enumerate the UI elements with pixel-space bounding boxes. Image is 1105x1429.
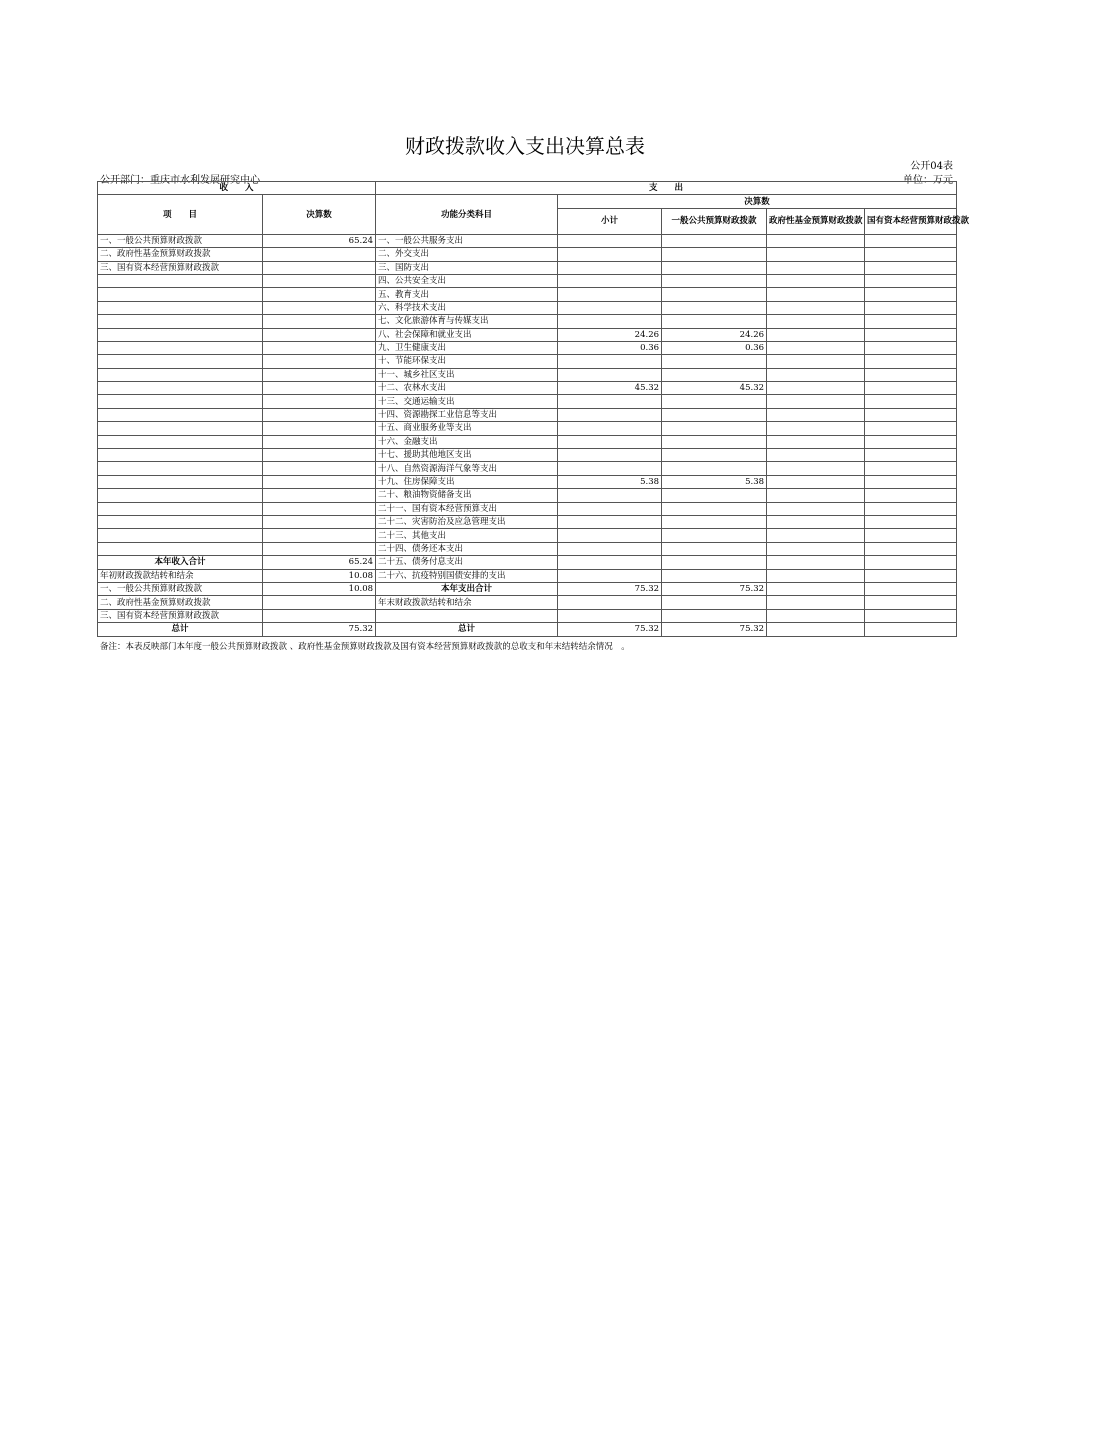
gov-fund-cell	[767, 569, 865, 582]
table-row	[98, 569, 957, 582]
func-class-cell: 二、外交支出	[376, 248, 558, 261]
general-budget-cell	[662, 248, 767, 261]
income-header: 收 入	[98, 182, 376, 195]
income-amount-cell	[263, 462, 376, 475]
subtotal-cell	[558, 395, 662, 408]
state-capital-cell	[865, 449, 957, 462]
income-item-cell	[98, 301, 263, 314]
general-budget-cell	[662, 569, 767, 582]
state-capital-cell	[865, 382, 957, 395]
state-capital-cell	[865, 435, 957, 448]
state-capital-cell	[865, 248, 957, 261]
func-class-cell: 四、公共安全支出	[376, 274, 558, 287]
table-row	[98, 596, 957, 609]
table-row	[98, 261, 957, 274]
gov-fund-cell	[767, 315, 865, 328]
state-capital-cell	[865, 462, 957, 475]
gov-fund-cell	[767, 609, 865, 622]
general-budget-cell: 45.32	[662, 382, 767, 395]
general-budget-cell: 0.36	[662, 341, 767, 354]
income-item-cell: 总计	[98, 623, 263, 636]
gov-fund-cell	[767, 462, 865, 475]
form-code: 公开04表	[910, 161, 953, 172]
func-class-cell: 二十一、国有资本经营预算支出	[376, 502, 558, 515]
gov-fund-cell	[767, 489, 865, 502]
income-item-cell: 年初财政拨款结转和结余	[98, 569, 263, 582]
income-item-cell	[98, 462, 263, 475]
subtotal-cell	[558, 596, 662, 609]
func-class-cell: 二十六、抗疫特别国债安排的支出	[376, 569, 558, 582]
subtotal-cell	[558, 261, 662, 274]
income-item-cell	[98, 274, 263, 287]
income-amount-cell	[263, 288, 376, 301]
table-row	[98, 489, 957, 502]
income-item-cell	[98, 355, 263, 368]
income-amount-cell: 65.24	[263, 234, 376, 247]
subtotal-cell: 75.32	[558, 623, 662, 636]
table-row	[98, 355, 957, 368]
general-budget-cell	[662, 542, 767, 555]
income-item-cell	[98, 435, 263, 448]
func-class-cell: 十一、城乡社区支出	[376, 368, 558, 381]
income-amount-cell	[263, 274, 376, 287]
general-budget-cell	[662, 315, 767, 328]
func-class-cell: 十、节能环保支出	[376, 355, 558, 368]
gov-fund-cell	[767, 422, 865, 435]
table-row	[98, 368, 957, 381]
budget-table	[97, 181, 970, 637]
income-item-cell: 三、国有资本经营预算财政拨款	[98, 261, 263, 274]
income-item-cell	[98, 529, 263, 542]
footnote: 备注：本表反映部门本年度一般公共预算财政拨款 、政府性基金预算财政拨款及国有资本经营预算财政拨款的总收支和年末结转结余情况 。	[100, 642, 630, 652]
gov-fund-header: 政府性基金预算财政拨款	[767, 208, 865, 234]
table-row	[98, 515, 957, 528]
general-budget-cell	[662, 435, 767, 448]
state-capital-cell	[865, 395, 957, 408]
general-budget-cell	[662, 261, 767, 274]
func-class-cell	[376, 609, 558, 622]
state-capital-cell	[865, 315, 957, 328]
subtotal-cell: 5.38	[558, 475, 662, 488]
state-capital-cell	[865, 475, 957, 488]
income-amount-cell	[263, 489, 376, 502]
table-row	[98, 556, 957, 569]
subtotal-cell	[558, 556, 662, 569]
state-capital-cell	[865, 422, 957, 435]
state-capital-cell	[865, 609, 957, 622]
income-amount-cell	[263, 609, 376, 622]
general-budget-cell	[662, 515, 767, 528]
func-class-cell: 总计	[376, 623, 558, 636]
table-row	[98, 341, 957, 354]
state-capital-cell	[865, 341, 957, 354]
func-class-cell: 年末财政拨款结转和结余	[376, 596, 558, 609]
gov-fund-cell	[767, 502, 865, 515]
table-body	[98, 234, 957, 636]
subtotal-cell	[558, 462, 662, 475]
department-label: 公开部门：重庆市水利发展研究中心	[100, 175, 260, 186]
func-class-cell: 十九、住房保障支出	[376, 475, 558, 488]
income-item-cell	[98, 315, 263, 328]
func-class-cell: 本年支出合计	[376, 582, 558, 595]
gov-fund-cell	[767, 475, 865, 488]
income-item-cell	[98, 368, 263, 381]
general-budget-cell	[662, 408, 767, 421]
table-row	[98, 234, 957, 247]
income-amount-cell	[263, 382, 376, 395]
func-class-cell: 十八、自然资源海洋气象等支出	[376, 462, 558, 475]
income-amount-cell	[263, 515, 376, 528]
gov-fund-cell	[767, 248, 865, 261]
gov-fund-cell	[767, 301, 865, 314]
state-capital-cell	[865, 288, 957, 301]
table-row	[98, 623, 957, 636]
gov-fund-cell	[767, 623, 865, 636]
income-amount-cell	[263, 315, 376, 328]
subtotal-cell	[558, 489, 662, 502]
subtotal-cell	[558, 288, 662, 301]
income-amount-cell	[263, 341, 376, 354]
subtotal-cell	[558, 422, 662, 435]
table-row	[98, 582, 957, 595]
income-amount-cell	[263, 435, 376, 448]
gov-fund-cell	[767, 556, 865, 569]
general-budget-cell: 75.32	[662, 623, 767, 636]
table-row	[98, 609, 957, 622]
table-row	[98, 382, 957, 395]
gov-fund-cell	[767, 355, 865, 368]
table-row	[98, 274, 957, 287]
gov-fund-cell	[767, 368, 865, 381]
income-item-cell	[98, 475, 263, 488]
subtotal-cell	[558, 315, 662, 328]
subtotal-cell	[558, 274, 662, 287]
gov-fund-cell	[767, 582, 865, 595]
func-class-cell: 十六、金融支出	[376, 435, 558, 448]
table-row	[98, 449, 957, 462]
state-capital-cell	[865, 261, 957, 274]
income-amount-cell	[263, 475, 376, 488]
func-class-cell: 二十二、灾害防治及应急管理支出	[376, 515, 558, 528]
subtotal-cell	[558, 569, 662, 582]
income-item-cell	[98, 328, 263, 341]
state-capital-cell	[865, 582, 957, 595]
func-class-cell: 九、卫生健康支出	[376, 341, 558, 354]
state-capital-cell	[865, 301, 957, 314]
general-budget-cell	[662, 368, 767, 381]
general-budget-cell	[662, 355, 767, 368]
func-class-cell: 一、一般公共服务支出	[376, 234, 558, 247]
table-row	[98, 315, 957, 328]
income-item-cell	[98, 542, 263, 555]
income-item-cell	[98, 489, 263, 502]
subtotal-cell	[558, 234, 662, 247]
expense-header: 支 出	[376, 182, 957, 195]
state-capital-cell	[865, 274, 957, 287]
state-capital-cell	[865, 408, 957, 421]
table-row	[98, 435, 957, 448]
general-budget-cell	[662, 609, 767, 622]
state-capital-cell	[865, 368, 957, 381]
final-amount-header: 决算数	[558, 195, 957, 208]
income-amount-cell	[263, 395, 376, 408]
gov-fund-cell	[767, 288, 865, 301]
func-class-cell: 十五、商业服务业等支出	[376, 422, 558, 435]
general-budget-cell	[662, 274, 767, 287]
subtotal-cell: 75.32	[558, 582, 662, 595]
subtotal-cell	[558, 542, 662, 555]
gov-fund-cell	[767, 596, 865, 609]
state-capital-cell	[865, 355, 957, 368]
subtotal-cell	[558, 435, 662, 448]
income-item-cell: 三、国有资本经营预算财政拨款	[98, 609, 263, 622]
general-budget-cell	[662, 449, 767, 462]
table-row	[98, 475, 957, 488]
table-row	[98, 529, 957, 542]
income-amount-cell: 10.08	[263, 582, 376, 595]
func-class-cell: 十四、资源勘探工业信息等支出	[376, 408, 558, 421]
income-item-cell	[98, 422, 263, 435]
table-row	[98, 502, 957, 515]
general-budget-cell: 24.26	[662, 328, 767, 341]
general-budget-cell	[662, 556, 767, 569]
general-budget-cell: 5.38	[662, 475, 767, 488]
subtotal-cell	[558, 502, 662, 515]
income-amount-cell: 65.24	[263, 556, 376, 569]
subtotal-cell: 24.26	[558, 328, 662, 341]
func-class-cell: 二十三、其他支出	[376, 529, 558, 542]
general-budget-cell	[662, 596, 767, 609]
general-budget-cell	[662, 288, 767, 301]
gov-fund-cell	[767, 529, 865, 542]
income-item-cell	[98, 408, 263, 421]
income-amount-cell: 75.32	[263, 623, 376, 636]
amount-header: 决算数	[263, 195, 376, 234]
subtotal-cell	[558, 449, 662, 462]
state-capital-cell	[865, 542, 957, 555]
func-class-cell: 二十四、债务还本支出	[376, 542, 558, 555]
table-row	[98, 301, 957, 314]
income-item-cell: 一、一般公共预算财政拨款	[98, 582, 263, 595]
general-budget-cell	[662, 462, 767, 475]
gov-fund-cell	[767, 274, 865, 287]
income-amount-cell	[263, 301, 376, 314]
subtotal-cell	[558, 408, 662, 421]
income-item-cell: 二、政府性基金预算财政拨款	[98, 248, 263, 261]
subtotal-cell	[558, 529, 662, 542]
subtotal-cell: 45.32	[558, 382, 662, 395]
income-amount-cell	[263, 328, 376, 341]
table-row	[98, 408, 957, 421]
state-capital-cell	[865, 569, 957, 582]
income-amount-cell	[263, 449, 376, 462]
gov-fund-cell	[767, 395, 865, 408]
gov-fund-cell	[767, 435, 865, 448]
income-item-cell: 二、政府性基金预算财政拨款	[98, 596, 263, 609]
subtotal-cell	[558, 248, 662, 261]
subtotal-cell	[558, 368, 662, 381]
general-budget-cell	[662, 502, 767, 515]
table-row	[98, 288, 957, 301]
income-amount-cell	[263, 502, 376, 515]
func-class-cell: 二十五、债务付息支出	[376, 556, 558, 569]
income-amount-cell	[263, 529, 376, 542]
gov-fund-cell	[767, 542, 865, 555]
income-item-cell	[98, 449, 263, 462]
general-budget-cell	[662, 529, 767, 542]
income-item-cell	[98, 341, 263, 354]
income-amount-cell	[263, 261, 376, 274]
gov-fund-cell	[767, 234, 865, 247]
table-row	[98, 328, 957, 341]
gov-fund-cell	[767, 261, 865, 274]
func-class-header: 功能分类科目	[376, 195, 558, 234]
income-amount-cell	[263, 542, 376, 555]
state-capital-cell	[865, 328, 957, 341]
func-class-cell: 十七、援助其他地区支出	[376, 449, 558, 462]
state-capital-cell	[865, 502, 957, 515]
state-capital-cell	[865, 515, 957, 528]
general-budget-header: 一般公共预算财政拨款	[662, 208, 767, 234]
general-budget-cell: 75.32	[662, 582, 767, 595]
income-amount-cell	[263, 368, 376, 381]
income-amount-cell	[263, 408, 376, 421]
table-row	[98, 248, 957, 261]
gov-fund-cell	[767, 408, 865, 421]
func-class-cell: 五、教育支出	[376, 288, 558, 301]
income-item-cell	[98, 382, 263, 395]
func-class-cell: 八、社会保障和就业支出	[376, 328, 558, 341]
subtotal-header: 小计	[558, 208, 662, 234]
income-item-cell: 本年收入合计	[98, 556, 263, 569]
state-capital-cell	[865, 234, 957, 247]
gov-fund-cell	[767, 341, 865, 354]
state-capital-header: 国有资本经营预算财政拨款	[865, 208, 957, 234]
general-budget-cell	[662, 395, 767, 408]
gov-fund-cell	[767, 382, 865, 395]
general-budget-cell	[662, 234, 767, 247]
income-amount-cell	[263, 355, 376, 368]
table-row	[98, 462, 957, 475]
func-class-cell: 三、国防支出	[376, 261, 558, 274]
income-amount-cell	[263, 248, 376, 261]
unit-label: 单位：万元	[903, 175, 953, 186]
income-amount-cell	[263, 596, 376, 609]
table-row	[98, 395, 957, 408]
income-item-cell: 一、一般公共预算财政拨款	[98, 234, 263, 247]
subtotal-cell	[558, 355, 662, 368]
income-amount-cell: 10.08	[263, 569, 376, 582]
income-item-cell	[98, 395, 263, 408]
general-budget-cell	[662, 301, 767, 314]
state-capital-cell	[865, 489, 957, 502]
page-title: 财政拨款收入支出决算总表	[405, 134, 645, 158]
gov-fund-cell	[767, 328, 865, 341]
subtotal-cell	[558, 515, 662, 528]
state-capital-cell	[865, 596, 957, 609]
state-capital-cell	[865, 623, 957, 636]
general-budget-cell	[662, 489, 767, 502]
func-class-cell: 七、文化旅游体育与传媒支出	[376, 315, 558, 328]
gov-fund-cell	[767, 515, 865, 528]
func-class-cell: 六、科学技术支出	[376, 301, 558, 314]
income-item-cell	[98, 288, 263, 301]
state-capital-cell	[865, 556, 957, 569]
income-amount-cell	[263, 422, 376, 435]
income-item-cell	[98, 515, 263, 528]
func-class-cell: 十三、交通运输支出	[376, 395, 558, 408]
subtotal-cell: 0.36	[558, 341, 662, 354]
gov-fund-cell	[767, 449, 865, 462]
income-item-cell	[98, 502, 263, 515]
general-budget-cell	[662, 422, 767, 435]
func-class-cell: 十二、农林水支出	[376, 382, 558, 395]
table-row	[98, 542, 957, 555]
item-header: 项 目	[98, 195, 263, 234]
table-row	[98, 422, 957, 435]
state-capital-cell	[865, 529, 957, 542]
func-class-cell: 二十、粮油物资储备支出	[376, 489, 558, 502]
subtotal-cell	[558, 301, 662, 314]
subtotal-cell	[558, 609, 662, 622]
